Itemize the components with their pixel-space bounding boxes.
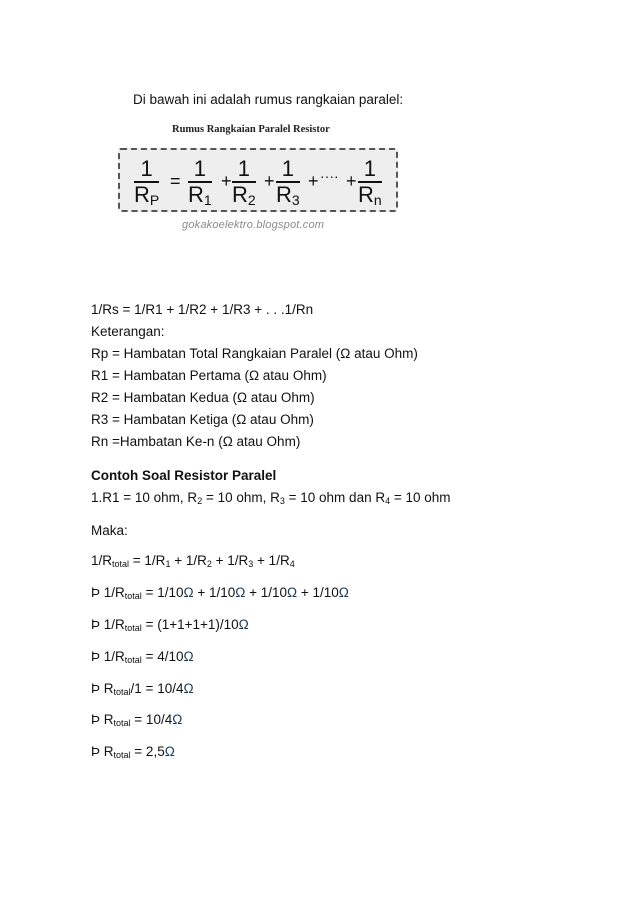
denominator: $R_1$ — [188, 182, 212, 208]
definition-rn: Rn =Hambatan Ke-n (Ω atau Ohm) — [91, 434, 301, 449]
formula-box — [118, 148, 398, 212]
step-6: Þ $R_{total} = 10/4\Omega$ — [91, 712, 183, 728]
fraction-r1 — [188, 158, 212, 211]
fraction-rp — [134, 158, 159, 211]
numerator: 1 — [188, 158, 212, 183]
step-4: Þ $1/R_{total} = 4/10\Omega$ — [91, 649, 194, 665]
numerator: 1 — [276, 158, 300, 183]
maka-label: Maka: — [91, 523, 128, 538]
figure-watermark: gokakoelektro.blogspot.com — [182, 219, 325, 231]
definition-r2: R2 = Hambatan Kedua (Ω atau Ohm) — [91, 390, 315, 405]
step-1: $1/R_{total} = 1/R_1 + 1/R_2 + 1/R_3 + 1/R_4$ — [91, 553, 295, 569]
numerator: 1 — [134, 158, 159, 183]
fraction-r2 — [232, 158, 256, 211]
plus-sign: + — [308, 171, 319, 191]
numerator: 1 — [232, 158, 256, 183]
plus-sign: + — [264, 171, 275, 191]
denominator: $R_n$ — [358, 182, 382, 208]
plus-sign: + — [346, 171, 357, 191]
denominator: $R_3$ — [276, 182, 300, 208]
step-7: Þ $R_{total} = 2,5\Omega$ — [91, 744, 175, 760]
intro-text: Di bawah ini adalah rumus rangkaian paralel: — [133, 92, 404, 107]
plus-sign: + — [221, 171, 232, 191]
fraction-rn — [358, 158, 382, 211]
definition-rp: Rp = Hambatan Total Rangkaian Paralel (Ω atau Ohm) — [91, 346, 418, 361]
example-heading: Contoh Soal Resistor Paralel — [91, 468, 277, 483]
formula-text: 1/Rs = 1/R1 + 1/R2 + 1/R3 + . . .1/Rn — [91, 302, 314, 317]
numerator: 1 — [358, 158, 382, 183]
definition-r1: R1 = Hambatan Pertama (Ω atau Ohm) — [91, 368, 327, 383]
ellipsis: ···· — [320, 168, 339, 184]
step-2: Þ $1/R_{total} = 1/10\Omega + 1/10\Omega + 1/10\Omega + 1/10\Omega$ — [91, 585, 349, 601]
definition-r3: R3 = Hambatan Ketiga (Ω atau Ohm) — [91, 412, 314, 427]
equals-sign: = — [170, 171, 181, 191]
denominator: $R_2$ — [232, 182, 256, 208]
fraction-r3 — [276, 158, 300, 211]
denominator: $R_P$ — [134, 182, 160, 208]
step-3: Þ $1/R_{total} = (1+1+1+1)/10\Omega$ — [91, 617, 249, 633]
figure-title: Rumus Rangkaian Paralel Resistor — [172, 124, 330, 135]
example-given: 1.R1 = 10 ohm, $R_2 = 10$ ohm, $R_3 = 10$ ohm dan $R_4 = 10$ ohm — [91, 490, 451, 506]
step-5: Þ $R_{total}/1 = 10/4\Omega$ — [91, 681, 194, 697]
keterangan-label: Keterangan: — [91, 324, 165, 339]
parallel-formula-figure — [108, 120, 408, 240]
